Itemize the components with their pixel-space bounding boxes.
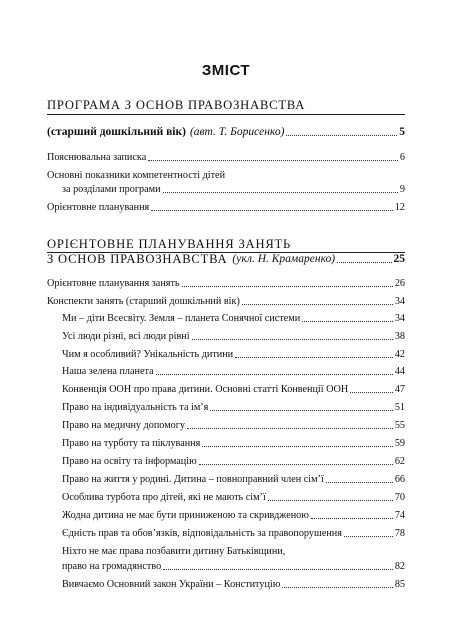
toc-subentry — [62, 329, 405, 343]
entry-page: 44 — [394, 366, 405, 377]
section2-author: (укл. Н. Крамаренко) — [232, 253, 336, 265]
entry-label: Основні показники компетентності дітей — [47, 170, 226, 181]
toc-subentry — [62, 382, 405, 396]
entry-label: Жодна дитина не має бути приниженою та скривдженою — [62, 510, 309, 521]
entry-label: Ніхто не має права позбавити дитину Батьківщини, — [62, 546, 286, 557]
entry-page: 66 — [394, 474, 405, 485]
section2-heading-line2: З ОСНОВ ПРАВОЗНАВСТВА — [47, 252, 228, 266]
toc-subentry — [62, 490, 405, 504]
leader-dots — [344, 536, 393, 537]
leader-dots — [148, 160, 398, 161]
toc-subentry — [62, 400, 405, 414]
leader-dots — [242, 304, 393, 305]
leader-dots — [199, 464, 393, 465]
entry-label: Право на медичну допомогу — [62, 420, 186, 431]
entry-label: за розділами програми — [62, 184, 161, 195]
entry-page: 34 — [394, 313, 405, 324]
leader-dots — [163, 569, 393, 570]
section2-heading-line — [47, 251, 405, 267]
toc-subentry — [62, 526, 405, 540]
toc-entry — [47, 294, 405, 308]
entry-label: Чим я особливий? Унікальність дитини — [62, 349, 234, 360]
section1-page: 5 — [399, 126, 405, 138]
entry-label: Право на освіту та інформацію — [62, 456, 197, 467]
section2-heading: ОРІЄНТОВНЕ ПЛАНУВАННЯ ЗАНЯТЬ — [47, 237, 292, 251]
toc-subentry — [62, 436, 405, 450]
leader-dots — [182, 286, 393, 287]
toc-entry — [47, 150, 405, 164]
toc-subentry — [62, 347, 405, 361]
leader-dots — [235, 357, 393, 358]
entry-page: 59 — [394, 438, 405, 449]
entry-label: Наша зелена планета — [62, 366, 154, 377]
leader-dots — [202, 446, 392, 447]
leader-dots — [286, 135, 397, 136]
entry-page: 82 — [394, 561, 405, 572]
entry-label: Право на індивідуальність та ім’я — [62, 402, 209, 413]
leader-dots — [156, 374, 393, 375]
entry-label: Конспекти занять (старший дошкільний вік) — [47, 296, 240, 307]
leader-dots — [268, 500, 393, 501]
entry-label: право на громадянство — [62, 561, 162, 572]
toc-subentry — [62, 472, 405, 486]
toc-subentry — [62, 544, 405, 558]
entry-label: Пояснювальна записка — [47, 152, 147, 163]
entry-page: 51 — [394, 402, 405, 413]
toc-subentry — [62, 454, 405, 468]
toc-subentry — [62, 364, 405, 378]
entry-label: Усі люди різні, всі люди рівні — [62, 331, 190, 342]
leader-dots — [163, 192, 398, 193]
leader-dots — [282, 587, 392, 588]
toc-subentry — [62, 577, 405, 591]
toc-subentry — [62, 311, 405, 325]
section1-subheading-line — [47, 124, 405, 140]
entry-label: Єдність прав та обов’язків, відповідальність за правопорушення — [62, 528, 342, 539]
entry-page: 26 — [394, 278, 405, 289]
entry-page: 34 — [394, 296, 405, 307]
leader-dots — [151, 210, 393, 211]
entry-label: Вивчаємо Основний закон України – Конституцію — [62, 579, 281, 590]
entry-label: Особлива турбота про дітей, які не мають сім’ї — [62, 492, 266, 503]
section1-rule — [47, 114, 405, 115]
leader-dots — [350, 392, 393, 393]
entry-page: 78 — [394, 528, 405, 539]
toc-subentry — [62, 559, 405, 573]
entry-page: 85 — [394, 579, 405, 590]
section1-author: (авт. Т. Борисенко) — [189, 126, 285, 138]
entry-label: Конвенція ООН про права дитини. Основні статті Конвенції ООН — [62, 384, 349, 395]
section2-page: 25 — [393, 253, 405, 265]
entry-page: 62 — [394, 456, 405, 467]
toc-entry — [47, 200, 405, 214]
entry-page: 9 — [399, 184, 405, 195]
page-title: ЗМІСТ — [201, 62, 251, 79]
leader-dots — [192, 339, 393, 340]
entry-page: 74 — [394, 510, 405, 521]
entry-label: Право на життя у родині. Дитина – повноправний член сім’ї — [62, 474, 324, 485]
toc-subentry — [62, 418, 405, 432]
section1-heading: ПРОГРАМА З ОСНОВ ПРАВОЗНАВСТВА — [47, 98, 306, 112]
entry-page: 47 — [394, 384, 405, 395]
entry-page: 12 — [394, 202, 405, 213]
entry-page: 6 — [399, 152, 405, 163]
section1-subheading: (старший дошкільний вік) — [47, 126, 186, 138]
entry-label: Право на турботу та піклування — [62, 438, 201, 449]
leader-dots — [337, 262, 391, 263]
toc-subentry — [62, 508, 405, 522]
leader-dots — [210, 410, 392, 411]
leader-dots — [326, 482, 393, 483]
leader-dots — [187, 428, 393, 429]
toc-entry — [47, 276, 405, 290]
entry-page: 70 — [394, 492, 405, 503]
leader-dots — [311, 518, 393, 519]
entry-label: Орієнтовне планування занять — [47, 278, 180, 289]
toc-entry — [47, 168, 405, 182]
entry-page: 55 — [394, 420, 405, 431]
entry-page: 42 — [394, 349, 405, 360]
entry-label: Орієнтовне планування — [47, 202, 150, 213]
leader-dots — [302, 321, 393, 322]
entry-label: Ми – діти Всесвіту. Земля – планета Сонячної системи — [62, 313, 301, 324]
toc-entry — [62, 182, 405, 196]
entry-page: 38 — [394, 331, 405, 342]
